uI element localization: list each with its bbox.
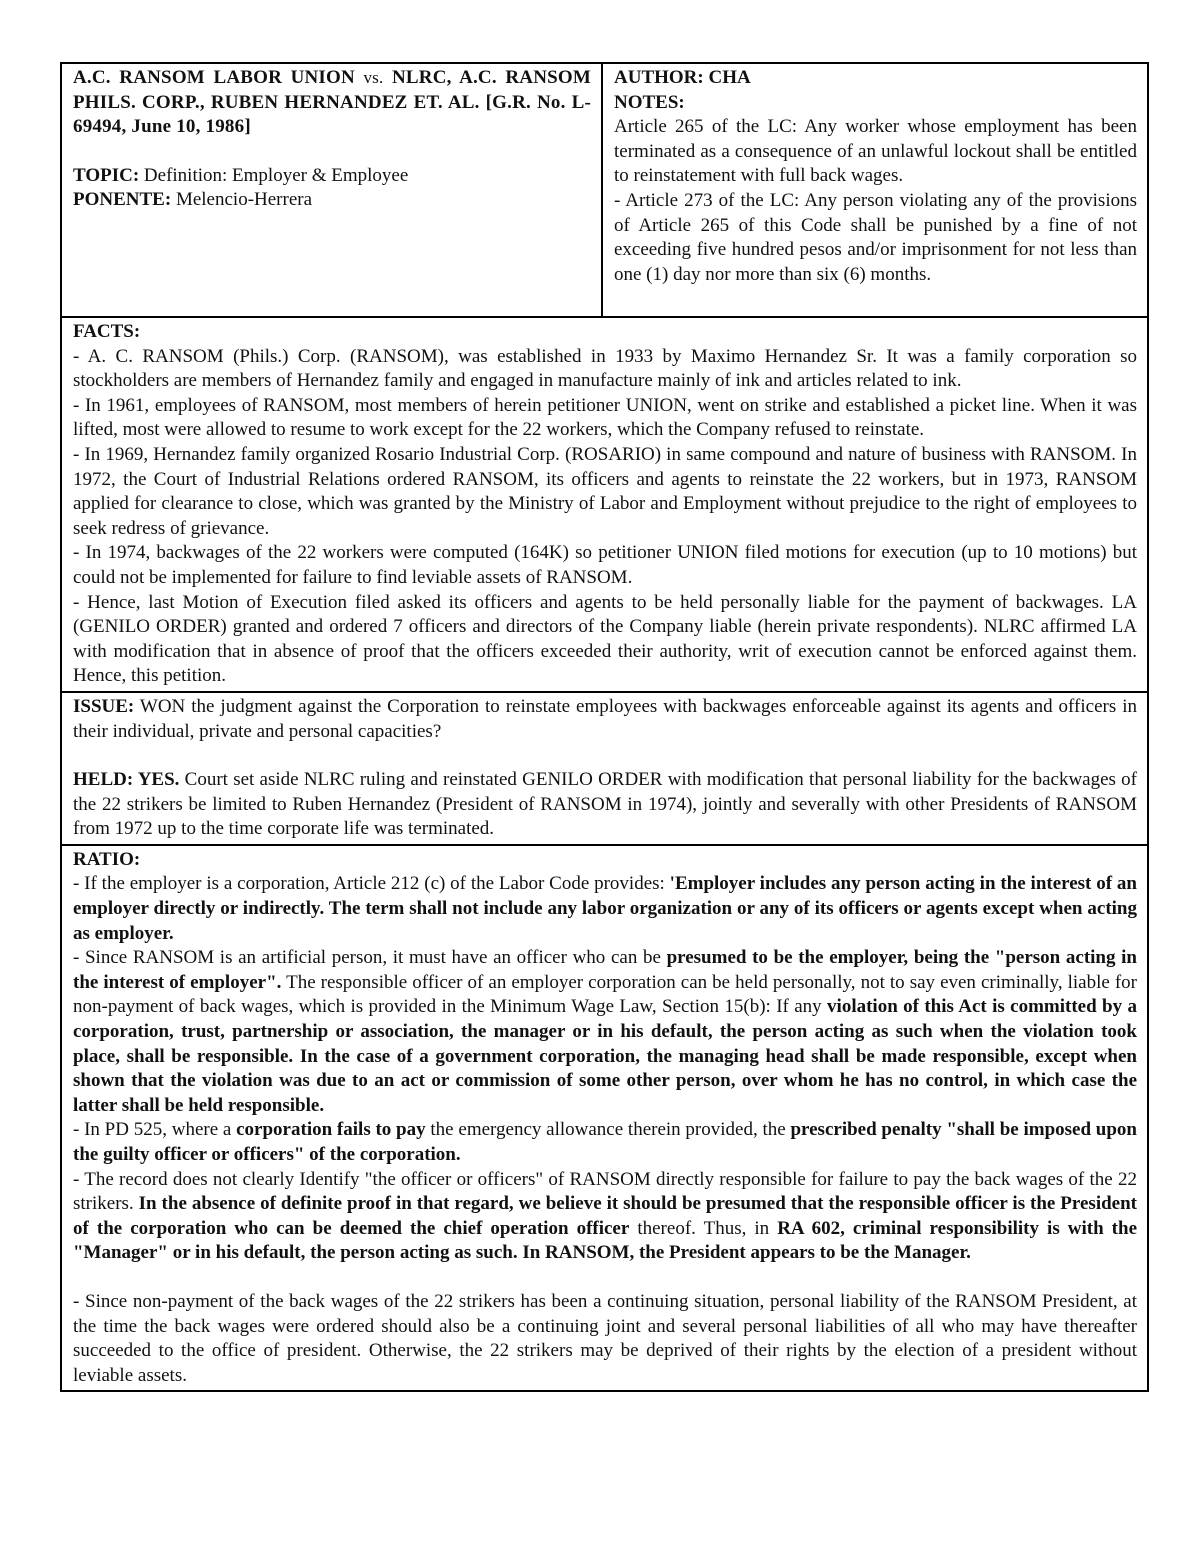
- ratio-text: The responsible officer of an employer corporation can be held personally, not to say even criminally, liable for non-payment of back wages, which is provided in the Minimum Wage Law,: [73, 971, 1137, 1018]
- topic-label: TOPIC:: [73, 164, 140, 186]
- facts-label: FACTS:: [73, 321, 141, 342]
- spacer: [73, 744, 1137, 768]
- ratio-bold-text: corporation fails to pay: [236, 1119, 426, 1141]
- issue-label: ISSUE:: [73, 695, 135, 717]
- ratio-paragraph-4: [73, 1168, 1137, 1266]
- case-title: [73, 66, 591, 140]
- ratio-text: Section 15(b): If any: [656, 996, 828, 1018]
- issue-paragraph: [73, 695, 1137, 744]
- note-item: - Article 273 of the LC: Any person violating any of the provisions of Article 265 of this Code shall be punished by a fine of not exceeding five hundred pesos and/or imprisonment for not less than one (1) day nor more than six (6) months.: [614, 189, 1137, 285]
- issue-held-cell: [61, 692, 1148, 845]
- ponente-label: PONENTE:: [73, 189, 172, 211]
- ratio-text: the emergency allowance therein provided, the: [425, 1119, 791, 1141]
- ratio-bold-text: presumed to be the employer, being the "person acting in the interest of employer".: [73, 947, 1137, 993]
- issue-text: WON the judgment against the Corporation to reinstate employees with backwages enforceable against its agents and officers in their individual, private and personal capacities?: [73, 695, 1137, 742]
- case-title-vs: vs.: [363, 68, 384, 87]
- case-title-part2: NLRC, A.C. RANSOM PHILS. CORP., RUBEN HERNANDEZ ET. AL. [G.R. No. L-69494, June 10, 1986]: [73, 67, 591, 138]
- held-label: HELD: YES.: [73, 769, 180, 791]
- topic-line: [73, 164, 591, 189]
- facts-cell: [61, 317, 1148, 692]
- author-line: AUTHOR: CHA: [614, 67, 751, 88]
- notes-label: NOTES:: [614, 91, 685, 113]
- fact-item: - A. C. RANSOM (Phils.) Corp. (RANSOM), was established in 1933 by Maximo Hernandez Sr. It was a family corporation so stockholders are members of Hernandez family and engaged in manufacture mainly of ink and articles related to ink.: [73, 345, 1137, 392]
- ratio-cell: [61, 845, 1148, 1391]
- ratio-bold-text: RA 602, criminal responsibility is with the "Manager" or in his default, the person acting as such. In RANSOM, the President appears to be the Manager.: [73, 1217, 1138, 1264]
- spacer: [73, 1266, 1137, 1290]
- fact-item: - In 1969, Hernandez family organized Rosario Industrial Corp. (ROSARIO) in same compound and nature of business with RANSOM. In 1972, the Court of Industrial Relations ordered RANSOM, its officers and agents to reinstate the 22 workers, but in 1973, RANSOM applied for clearance to close, which was granted by the Ministry of Labor and Employment without prejudice to the right of employees to seek redress of grievance.: [73, 443, 1137, 539]
- ratio-text: - Since RANSOM is an artificial person, it must have an officer who can be: [73, 947, 667, 969]
- note-item: Article 265 of the LC: Any worker whose employment has been terminated as a consequence of an unlawful lockout shall be entitled to reinstatement with full back wages.: [614, 116, 1137, 187]
- ratio-text: - The record does not clearly Identify "the officer or officers" of RANSOM directly responsible for failure to pay the back wages of the 22 strikers.: [73, 1168, 1137, 1215]
- fact-item: - In 1961, employees of RANSOM, most members of herein petitioner UNION, went on strike and established a picket line. When it was lifted, most were allowed to resume to work except for the 22 workers, which the Company refused to reinstate.: [73, 394, 1137, 441]
- ratio-row: [61, 845, 1148, 1391]
- ratio-text: thereof. Thus, in: [629, 1217, 778, 1239]
- case-info-cell: [61, 63, 602, 317]
- header-row: [61, 63, 1148, 317]
- facts-row: [61, 317, 1148, 692]
- ratio-text: - If the employer is a corporation, Article 212 (c) of the Labor Code provides:: [73, 873, 670, 895]
- ratio-bold-text: 'Employer includes any person acting in the interest of an employer directly or indirectly. The term shall not include any labor organization or any of its officers or agents except when acting as employer.: [73, 873, 1137, 944]
- ratio-paragraph-2: [73, 946, 1137, 1118]
- held-paragraph: [73, 768, 1137, 842]
- ponente-value: Melencio-Herrera: [175, 189, 313, 211]
- ratio-text: - In PD 525, where a: [73, 1119, 237, 1141]
- case-digest-table: [60, 62, 1149, 1392]
- issue-held-row: [61, 692, 1148, 845]
- ratio-bold-text: violation of this Act is committed by a corporation, trust, partnership or association, the manager or in his default, the person acting as such when the violation took place, shall be responsible. In the case of a government corporation, the managing head shall be made responsible, except when shown that the violation was due to an act or commission of some other person, over whom he has no control, in which case the latter shall be held responsible.: [73, 996, 1137, 1116]
- held-text: Court set aside NLRC ruling and reinstated GENILO ORDER with modification that personal liability for the backwages of the 22 strikers be limited to Ruben Hernandez (President of RANSOM in 1974), jointly and severally with other Presidents of RANSOM from 1972 up to the time corporate life was terminated.: [73, 769, 1137, 840]
- spacer: [73, 140, 591, 164]
- ratio-paragraph-5: - Since non-payment of the back wages of the 22 strikers has been a continuing situation, personal liability of the RANSOM President, at the time the back wages were ordered should also be a continuing joint and several personal liabilities of all who may have thereafter succeeded to the office of president. Otherwise, the 22 strikers may be deprived of their rights by the election of a president without leviable assets.: [73, 1290, 1137, 1386]
- case-digest-page: [60, 62, 1147, 1392]
- ratio-paragraph-1: [73, 872, 1137, 946]
- notes-cell: [602, 63, 1148, 317]
- ponente-line: [73, 188, 591, 213]
- ratio-label: RATIO:: [73, 848, 141, 870]
- case-title-part1: A.C. RANSOM LABOR UNION: [73, 67, 355, 88]
- ratio-paragraph-3: [73, 1118, 1137, 1167]
- topic-value: Definition: Employer & Employee: [143, 164, 409, 186]
- ratio-bold-text: prescribed penalty "shall be imposed upon the guilty officer or officers" of the corporation.: [73, 1119, 1137, 1165]
- fact-item: - Hence, last Motion of Execution filed asked its officers and agents to be held personally liable for the payment of backwages. LA (GENILO ORDER) granted and ordered 7 officers and directors of the Company liable (herein private respondents). NLRC affirmed LA with modification that in absence of proof that the officers exceeded their authority, writ of execution cannot be enforced against them. Hence, this petition.: [73, 591, 1137, 687]
- fact-item: - In 1974, backwages of the 22 workers were computed (164K) so petitioner UNION filed motions for execution (up to 10 motions) but could not be implemented for failure to find leviable assets of RANSOM.: [73, 542, 1137, 588]
- ratio-bold-text: In the absence of definite proof in that regard, we believe it should be presumed that the responsible officer is the President of the corporation who can be deemed the chief operation officer: [73, 1193, 1137, 1239]
